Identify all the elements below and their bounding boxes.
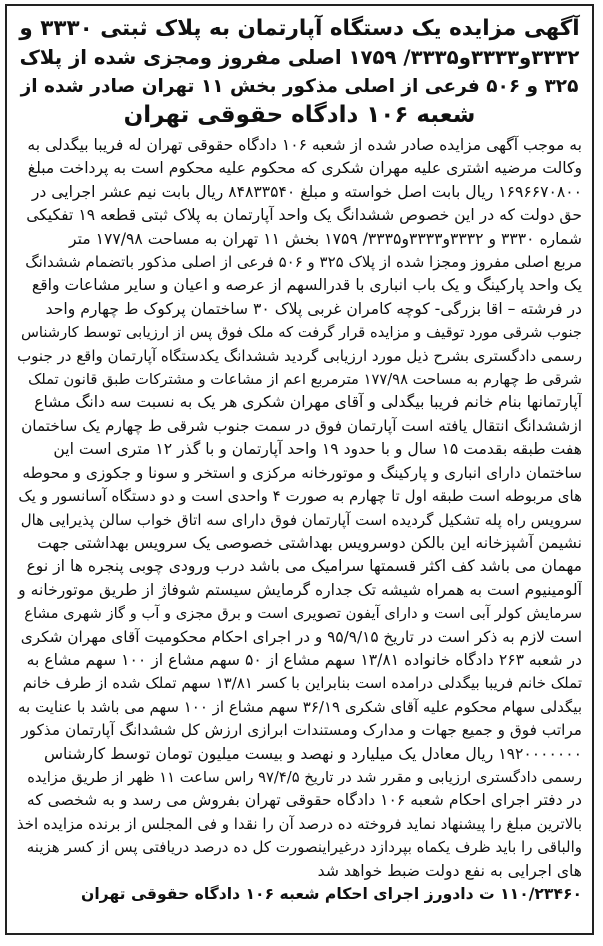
body-line: در فرشته – اقا بزرگی- کوچه کامران غربی پلاک ۳۰ ساختمان پرکوک ط چهارم واحد xyxy=(45,299,582,318)
body-line: جنوب شرقی مورد توقیف و مزایده قرار گرفت که ملک فوق پس از ارزیابی توسط کارشناس xyxy=(20,324,582,342)
body-line: است لازم به ذکر است در تاریخ ۹۵/۹/۱۵ و در اجرای احکام محکومیت آقای مهران شکری xyxy=(20,627,582,646)
body-line: رسمی دادگستری بشرح ذیل مورد ارزیابی گردید ششدانگ یکدستگاه آپارتمان واقع در جنوب xyxy=(17,346,582,365)
body-line: نشیمن آشپزخانه این بالکن دوسرویس بهداشتی خصوصی یک سرویس بهداشتی جهت xyxy=(37,533,582,552)
notice-body xyxy=(17,134,582,883)
body-line: آپارتمانها بنام خانم فریبا بیگدلی و آقای مهران شکری هر یک به نسبت سه دانگ مشاع xyxy=(34,393,582,412)
body-line: بیگدلی سهام محکوم علیه آقای شکری ۳۶/۱۹ سهم مشاع از ۱۰۰ سهم می باشد با عنایت به xyxy=(18,697,582,716)
notice-headline xyxy=(17,14,582,130)
body-line: بالاترین مبلغ را پیشنهاد نماید فروخته ده درصد آن را نقدا و فی المجلس از برنده مزایده اخذ xyxy=(17,814,582,833)
body-line: والباقی را باید ظرف یکماه بپردازد درغیراینصورت کل ده درصد دریافتی پس از کسر هزینه xyxy=(26,838,582,857)
body-line: های اجرایی به نفع دولت ضبط خواهد شد xyxy=(317,861,582,880)
body-line: یک واحد پارکینگ و یک باب انباری با قدرالسهم از عرصه و اعیان و سایر مشاعات واقع xyxy=(31,276,582,295)
body-line: آلومینیوم است به همراه شیشه تک جداره گرمایش سیستم شوفاژ از طریق موتورخانه و xyxy=(18,580,582,599)
notice-footer-signature: ۱۱۰/۲۳۴۶۰ ت دادورز اجرای احکام شعبه ۱۰۶ دادگاه حقوقی تهران xyxy=(81,885,582,903)
headline-line: ۳۳۳۲و۳۳۳۳و۳۳۳۵/ ۱۷۵۹ اصلی مفروز ومجزی شده از پلاک xyxy=(19,46,580,69)
notice-frame xyxy=(5,4,594,935)
body-line: در شعبه ۲۶۳ دادگاه خانواده ۱۳/۸۱ سهم مشاع از ۵۰ سهم مشاع از ۱۰۰ سهم مشاع به xyxy=(26,650,582,669)
body-line: ۱۹۲۰۰۰۰۰۰۰ ریال معادل یک میلیارد و نهصد و بیست میلیون تومان توسط کارشناس xyxy=(43,744,582,763)
body-line: هفت طبقه بقدمت ۱۵ سال و با حدود ۱۹ واحد آپارتمان و با گذر ۱۲ متری است این xyxy=(53,440,582,459)
body-line: ۱۶۹۶۶۷۰۸۰۰ ریال بابت اصل خواسته و مبلغ ۸۴۸۳۳۵۴۰ ریال بابت نیم عشر اجرایی در xyxy=(31,182,582,201)
body-line: شرقی ط چهارم به مساحت ۱۷۷/۹۸ مترمربع اعم از مشاعات و مشترکات طبق قانون تملک xyxy=(28,371,582,389)
body-line: در دفتر اجرای احکام شعبه ۱۰۶ دادگاه حقوقی تهران بفروش می رسد و به شخصی که xyxy=(26,791,582,810)
headline-line: شعبه ۱۰۶ دادگاه حقوقی تهران xyxy=(123,102,476,128)
body-line: سرمایش کولر آبی است و دارای آیفون تصویری است و برق مجزی و آب و گاز شهری مشاع xyxy=(24,605,582,623)
body-line: های مربوطه است طبقه اول تا چهارم به صورت ۴ واحدی است و دو دستگاه آسانسور و یک xyxy=(18,487,582,506)
body-line: مربع اصلی مفروز ومجزا شده از پلاک ۳۲۵ و ۵۰۶ فرعی از اصلی مذکور باتضمام ششدانگ xyxy=(25,253,582,272)
body-line: مهمان می باشد کف اکثر قسمتها سرامیک می باشد درب ورودی چوبی پنجره ها از نوع xyxy=(26,557,582,576)
body-line: ساختمان دارای انباری و پارکینگ و موتورخانه مرکزی و استخر و سونا و جکوزی و محوطه xyxy=(22,463,582,482)
headline-line: آگهی مزایده یک دستگاه آپارتمان به پلاک ثبتی ۳۳۳۰ و xyxy=(19,16,580,41)
body-line: شماره ۳۳۳۰ و ۳۳۳۲و۳۳۳۳و۳۳۳۵/ ۱۷۵۹ بخش ۱۱ تهران به مساحت ۱۷۷/۹۸ متر xyxy=(69,229,582,248)
body-line: مراتب فوق و جمیع جهات و مدارک ومستندات ابرازی ارزش کل ششدانگ آپارتمان مذکور xyxy=(21,721,582,740)
body-line: سرویس راه پله تشکیل گردیده است آپارتمان فوق دارای سه اتاق خواب سالن پذیرایی هال xyxy=(20,510,582,529)
body-line: ازششدانگ انتقال یافته است آپارتمان فوق در سمت جنوب شرقی ط چهارم یک ساختمان xyxy=(21,416,582,435)
body-line: وکالت مرضیه اشتری علیه مهران شکری که محکوم علیه محکوم است به پرداخت مبلغ xyxy=(27,159,582,178)
body-line: حق دولت که در این خصوص ششدانگ یک واحد آپارتمان به پلاک ثبتی قطعه ۱۹ تفکیکی xyxy=(26,206,582,225)
body-line: رسمی دادگستری ارزیابی و مقرر شد در تاریخ ۹۷/۴/۵ راس ساعت ۱۱ ظهر از طریق مزایده xyxy=(27,768,582,786)
body-line: به موجب آگهی مزایده صادر شده از شعبه ۱۰۶ دادگاه حقوقی تهران له فریبا بیگدلی به xyxy=(27,136,582,154)
body-line: تملک خانم فریبا بیگدلی درامده است بنابراین با کسر ۱۳/۸۱ سهم تملک شده از طرف خانم xyxy=(22,674,582,693)
headline-line: ۳۲۵ و ۵۰۶ فرعی از اصلی مذکور بخش ۱۱ تهران صادر شده از xyxy=(20,76,579,97)
